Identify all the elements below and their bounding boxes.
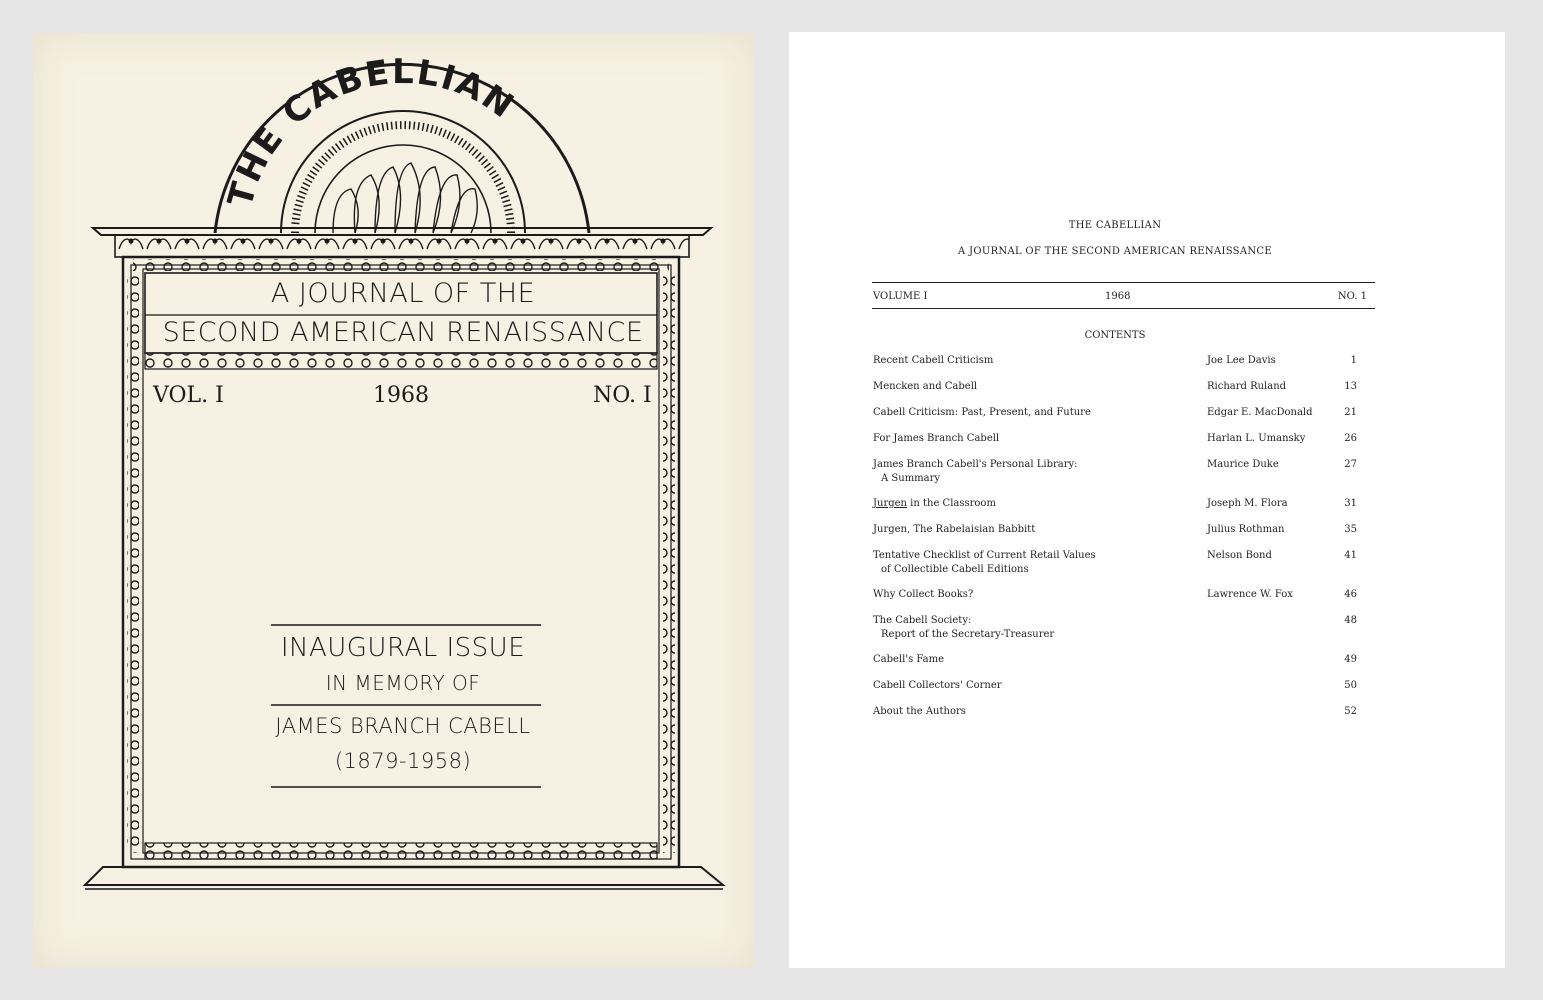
entry-title-text: About the Authors: [873, 706, 966, 717]
entry-title-text: James Branch Cabell's Personal Library:: [873, 459, 1078, 470]
entry-page-number: 31: [1344, 498, 1357, 509]
contents-number: NO. 1: [1337, 291, 1367, 302]
entry-title: [873, 588, 1203, 602]
cover-volume: VOL. I: [153, 383, 224, 408]
entry-title: [873, 432, 1203, 446]
entry-page-number: 35: [1344, 524, 1357, 535]
entry-page-number: 46: [1344, 589, 1357, 600]
entry-title-text: Jurgen, The Rabelaisian Babbitt: [873, 524, 1036, 535]
entry-title-text: Why Collect Books?: [873, 589, 974, 600]
entry-title-text: For James Branch Cabell: [873, 433, 1000, 444]
entry-author: Joseph M. Flora: [1207, 498, 1288, 509]
entry-title-text: in the Classroom: [907, 498, 996, 509]
entry-title: [873, 458, 1203, 485]
entry-title-text: Cabell's Fame: [873, 654, 945, 665]
entry-title-text: Cabell Criticism: Past, Present, and Future: [873, 407, 1091, 418]
entry-page-number: 13: [1344, 381, 1357, 392]
entry-page-number: 27: [1344, 459, 1357, 470]
entry-page-number: 1: [1350, 355, 1357, 366]
journal-cover: [33, 33, 754, 968]
entry-title-text: Cabell Collectors' Corner: [873, 680, 1002, 691]
entry-title: [873, 354, 1203, 368]
cover-in-memory: IN MEMORY OF: [325, 671, 481, 695]
entry-author: Julius Rothman: [1207, 524, 1285, 535]
entry-title: [873, 614, 1203, 641]
entry-title: [873, 380, 1203, 394]
entry-title: [873, 406, 1203, 420]
entry-author: Nelson Bond: [1207, 550, 1272, 561]
entry-page-number: 21: [1344, 407, 1357, 418]
entry-title-continuation: Report of the Secretary-Treasurer: [881, 628, 1055, 640]
contents-heading: CONTENTS: [1084, 330, 1146, 341]
entry-title-italic-part: Jurgen: [873, 498, 907, 509]
entry-title-text: Tentative Checklist of Current Retail Values: [873, 550, 1096, 561]
header-rule-top: [872, 282, 1375, 283]
entry-page-number: 48: [1344, 615, 1357, 626]
entry-title-text: Mencken and Cabell: [873, 381, 978, 392]
entry-author: Edgar E. MacDonald: [1207, 407, 1313, 418]
entry-title: [873, 549, 1203, 576]
entry-author: Harlan L. Umansky: [1207, 433, 1306, 444]
header-rule-bottom: [872, 308, 1375, 309]
entry-author: Richard Ruland: [1207, 381, 1287, 392]
cover-honoree: JAMES BRANCH CABELL: [275, 714, 531, 738]
entry-author: Joe Lee Davis: [1207, 355, 1276, 366]
entry-title: [873, 679, 1203, 693]
cover-logo-text: THE CABELLIAN: [220, 51, 523, 212]
entry-title-continuation: of Collectible Cabell Editions: [881, 563, 1029, 575]
entry-page-number: 50: [1344, 680, 1357, 691]
cover-dates: (1879-1958): [334, 749, 472, 773]
contents-page: [789, 32, 1505, 968]
entry-title: [873, 653, 1203, 667]
contents-year: 1968: [1105, 291, 1131, 302]
entry-author: Lawrence W. Fox: [1207, 589, 1293, 600]
entry-author: Maurice Duke: [1207, 459, 1279, 470]
entry-title: [873, 497, 1203, 511]
entry-page-number: 41: [1344, 550, 1357, 561]
contents-journal-title: THE CABELLIAN: [1068, 220, 1162, 231]
entry-title-continuation: A Summary: [881, 472, 941, 484]
entry-page-number: 26: [1344, 433, 1357, 444]
cover-year: 1968: [373, 383, 429, 408]
entry-page-number: 49: [1344, 654, 1357, 665]
cover-subtitle-line1: A JOURNAL OF THE: [270, 278, 536, 309]
entry-page-number: 52: [1344, 706, 1357, 717]
cover-inaugural-issue: INAUGURAL ISSUE: [280, 633, 526, 663]
contents-volume: VOLUME I: [873, 291, 928, 302]
entry-title-text: Recent Cabell Criticism: [873, 355, 994, 366]
cover-subtitle-line2: SECOND AMERICAN RENAISSANCE: [162, 317, 644, 348]
cover-number: NO. I: [593, 383, 652, 408]
entry-title-text: The Cabell Society:: [873, 615, 972, 626]
cover-ornament: [33, 33, 754, 968]
entry-title: [873, 523, 1203, 537]
entry-title: [873, 705, 1203, 719]
contents-journal-subtitle: A JOURNAL OF THE SECOND AMERICAN RENAISSANCE: [958, 246, 1272, 257]
